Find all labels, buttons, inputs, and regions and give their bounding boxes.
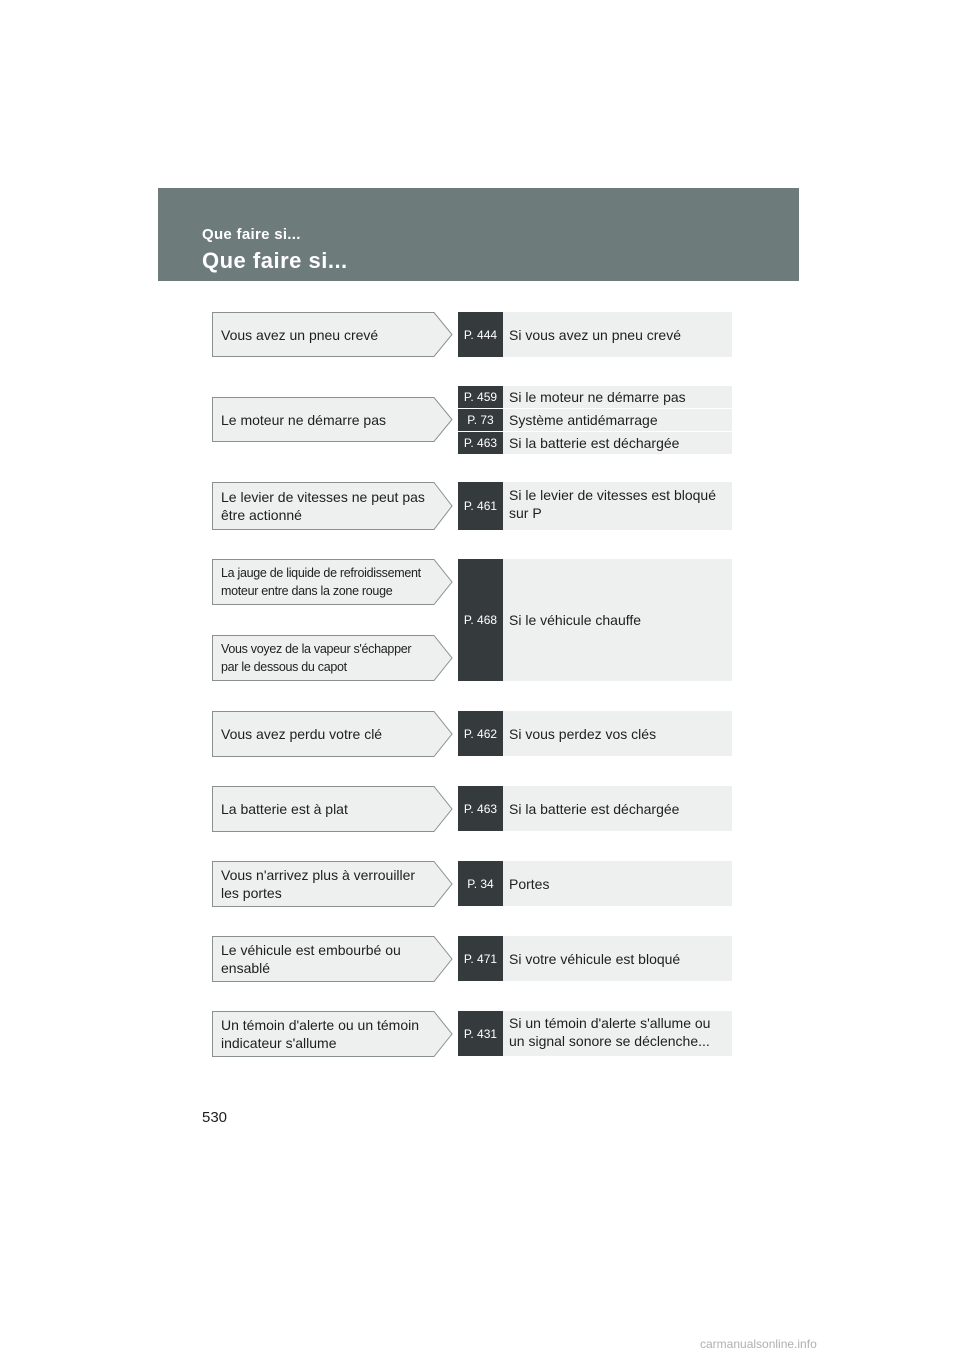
cause-text: Vous avez perdu votre clé <box>221 726 383 742</box>
page-number: 530 <box>202 1109 228 1126</box>
reference-row[interactable] <box>458 861 732 906</box>
cause-text: Vous n'arrivez plus à verrouiller les portes <box>221 867 416 901</box>
cause-text: Le véhicule est embourbé ou ensablé <box>221 942 401 976</box>
reference-title: Si vous perdez vos clés <box>509 725 657 742</box>
page-ref-badge[interactable]: P. 444 <box>458 312 503 357</box>
page-ref-badge[interactable]: P. 468 <box>458 559 503 681</box>
reference-row[interactable] <box>458 312 732 357</box>
cause-box <box>212 936 453 982</box>
reference-title: Si vous avez un pneu crevé <box>509 326 681 343</box>
page-ref-badge[interactable]: P. 461 <box>458 482 503 530</box>
reference-row[interactable] <box>458 786 732 831</box>
cause-text: Le levier de vitesses ne peut pas être actionné <box>221 489 425 523</box>
cause-box <box>212 397 453 442</box>
reference-row[interactable] <box>458 936 732 981</box>
header-subtitle: Que faire si... <box>202 226 301 243</box>
reference-row[interactable] <box>458 432 732 454</box>
reference-row[interactable] <box>458 482 732 530</box>
cause-text: Vous voyez de la vapeur s'échapper par le dessous du capot <box>221 642 412 674</box>
watermark: carmanualsonline.info <box>700 1337 817 1351</box>
cause-box <box>212 559 453 605</box>
page-ref-badge[interactable]: P. 463 <box>458 786 503 831</box>
cause-box <box>212 786 453 832</box>
section-header <box>158 188 799 281</box>
header-title: Que faire si... <box>202 248 348 273</box>
reference-title: Portes <box>509 875 550 892</box>
reference-title: Si le véhicule chauffe <box>509 612 642 628</box>
cause-text: Un témoin d'alerte ou un témoin indicateur s'allume <box>221 1017 420 1051</box>
cause-box <box>212 312 453 357</box>
reference-row[interactable] <box>458 711 732 756</box>
reference-row[interactable] <box>458 1011 732 1056</box>
reference-title: Si la batterie est déchargée <box>509 800 680 817</box>
cause-box <box>212 635 453 681</box>
cause-text: Le moteur ne démarre pas <box>221 411 386 428</box>
page-ref-badge[interactable]: P. 463 <box>458 432 503 454</box>
page-ref-badge[interactable]: P. 431 <box>458 1011 503 1056</box>
cause-box <box>212 711 453 757</box>
reference-title: Si le moteur ne démarre pas <box>509 389 686 405</box>
cause-box <box>212 861 453 907</box>
page-ref-badge[interactable]: P. 459 <box>458 386 503 408</box>
cause-text: La batterie est à plat <box>221 801 348 817</box>
reference-title: Si le levier de vitesses est bloqué sur P <box>509 487 716 521</box>
cause-box <box>212 1011 453 1057</box>
reference-row[interactable] <box>458 386 732 408</box>
cause-text: La jauge de liquide de refroidissement moteur entre dans la zone rouge <box>221 566 421 598</box>
reference-title: Si un témoin d'alerte s'allume ou un signal sonore se déclenche... <box>509 1015 711 1049</box>
page-ref-badge[interactable]: P. 73 <box>458 409 503 431</box>
reference-title: Système antidémarrage <box>509 412 658 428</box>
page-ref-badge[interactable]: P. 462 <box>458 711 503 756</box>
reference-row[interactable] <box>458 409 732 431</box>
cause-text: Vous avez un pneu crevé <box>221 326 379 343</box>
cause-box <box>212 482 453 530</box>
page-ref-badge[interactable]: P. 34 <box>458 861 503 906</box>
reference-title: Si votre véhicule est bloqué <box>509 950 681 967</box>
reference-title: Si la batterie est déchargée <box>509 435 680 451</box>
reference-row[interactable] <box>458 559 732 681</box>
page-ref-badge[interactable]: P. 471 <box>458 936 503 981</box>
